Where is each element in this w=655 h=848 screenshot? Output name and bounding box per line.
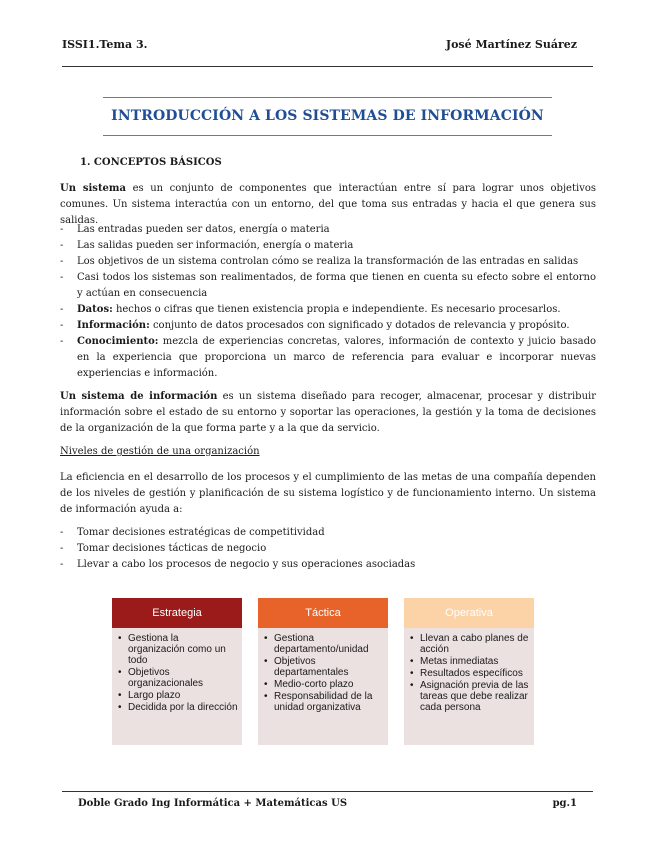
level-item: • Objetivos organizacionales [128, 667, 238, 689]
section-heading: 1. CONCEPTOS BÁSICOS [80, 157, 222, 168]
bullet-dash: - [60, 240, 64, 251]
term-information-system: Un sistema de información [60, 391, 218, 402]
list-item [60, 334, 596, 382]
list-item [60, 222, 596, 238]
paragraph-efficiency: La eficiencia en el desarrollo de los procesos y el cumplimiento de las metas de una compañía dependen de los niveles de gestión y planificación de su sistema logístico y de funcionamiento interno. Un sistema de información ayuda a: [60, 472, 596, 515]
list-item-term: Datos: [77, 304, 113, 315]
paragraph-information-system [60, 389, 596, 437]
list-item [60, 302, 596, 318]
list-item-text: Casi todos los sistemas son realimentados, de forma que tienen en cuenta su efecto sobre el entorno y actúan en consecuencia [77, 272, 596, 299]
footer-rule [62, 791, 593, 792]
decisions-list [60, 525, 596, 573]
level-item: • Responsabilidad de la unidad organizativa [274, 691, 384, 713]
paragraph-system-text: es un conjunto de componentes que interactúan entre sí para lograr unos objetivos comunes. Un sistema interactúa con un entorno, del que toma sus entradas y hacia el que genera sus salidas. [60, 183, 596, 226]
list-item [60, 254, 596, 270]
level-body [404, 628, 534, 745]
page-number: pg.1 [552, 798, 577, 809]
level-item: • Gestiona la organización como un todo [128, 633, 238, 666]
bullet-dash: - [60, 559, 64, 570]
bullet-dash: - [60, 256, 64, 267]
list-item-text: Tomar decisiones tácticas de negocio [77, 543, 267, 554]
list-item-text: mezcla de experiencias concretas, valores, información de contexto y juicio basado en la experiencia que proporciona un marco de referencia para evaluar e incorporar nuevas experiencias e información. [77, 336, 596, 379]
bullet-dash: - [60, 336, 64, 347]
bullet-dash: - [60, 272, 64, 283]
level-title: Táctica [258, 598, 388, 628]
level-body [258, 628, 388, 745]
bullet-dash: - [60, 543, 64, 554]
level-column-operativa [404, 598, 534, 745]
subheading-management-levels: Niveles de gestión de una organización [60, 446, 260, 457]
list-item [60, 541, 596, 557]
list-item [60, 525, 596, 541]
title-top-rule [103, 97, 552, 98]
level-item: • Resultados específicos [420, 668, 530, 679]
list-item-text: Llevar a cabo los procesos de negocio y sus operaciones asociadas [77, 559, 416, 570]
bullet-dash: - [60, 320, 64, 331]
list-item-text: hechos o cifras que tienen existencia propia e independiente. Es necesario procesarlos. [112, 304, 561, 315]
level-item: • Asignación previa de las tareas que debe realizar cada persona [420, 680, 530, 713]
level-title: Estrategia [112, 598, 242, 628]
level-item: • Decidida por la dirección [128, 702, 238, 713]
list-item-text: conjunto de datos procesados con significado y dotados de relevancia y propósito. [149, 320, 570, 331]
level-item: • Gestiona departamento/unidad [274, 633, 384, 655]
bullet-dash: - [60, 527, 64, 538]
paragraph-information-system-text: es un sistema diseñado para recoger, almacenar, procesar y distribuir información sobre el estado de su entorno y soportar las operaciones, la gestión y la toma de decisiones de la organización de la que forma parte y a la que da servicio. [60, 391, 596, 434]
page-header [62, 38, 577, 54]
level-body [112, 628, 242, 745]
level-column-táctica [258, 598, 388, 745]
list-item [60, 557, 596, 573]
list-item-text: Las entradas pueden ser datos, energía o materia [77, 224, 330, 235]
footer-left: Doble Grado Ing Informática + Matemáticas US [78, 798, 348, 809]
level-item: • Medio-corto plazo [274, 679, 384, 690]
list-item-text: Los objetivos de un sistema controlan cómo se realiza la transformación de las entradas en salidas [77, 256, 579, 267]
header-left: ISSI1.Tema 3. [62, 38, 148, 51]
level-title: Operativa [404, 598, 534, 628]
header-right: José Martínez Suárez [445, 38, 577, 51]
level-item: • Llevan a cabo planes de acción [420, 633, 530, 655]
list-item-term: Conocimiento: [77, 336, 159, 347]
list-item-text: Tomar decisiones estratégicas de competitividad [77, 527, 325, 538]
management-levels-diagram [112, 598, 528, 745]
list-item [60, 318, 596, 334]
bullet-dash: - [60, 224, 64, 235]
list-item [60, 238, 596, 254]
term-system: Un sistema [60, 183, 126, 194]
list-item [60, 270, 596, 302]
header-rule [62, 66, 593, 67]
bullet-dash: - [60, 304, 64, 315]
list-item-term: Información: [77, 320, 150, 331]
list-item-text: Las salidas pueden ser información, energía o materia [77, 240, 354, 251]
level-item: • Objetivos departamentales [274, 656, 384, 678]
title-bottom-rule [103, 135, 552, 136]
concepts-list [60, 222, 596, 382]
level-item: • Metas inmediatas [420, 656, 530, 667]
level-item: • Largo plazo [128, 690, 238, 701]
level-column-estrategia [112, 598, 242, 745]
page-title: INTRODUCCIÓN A LOS SISTEMAS DE INFORMACIÓN [111, 108, 544, 124]
